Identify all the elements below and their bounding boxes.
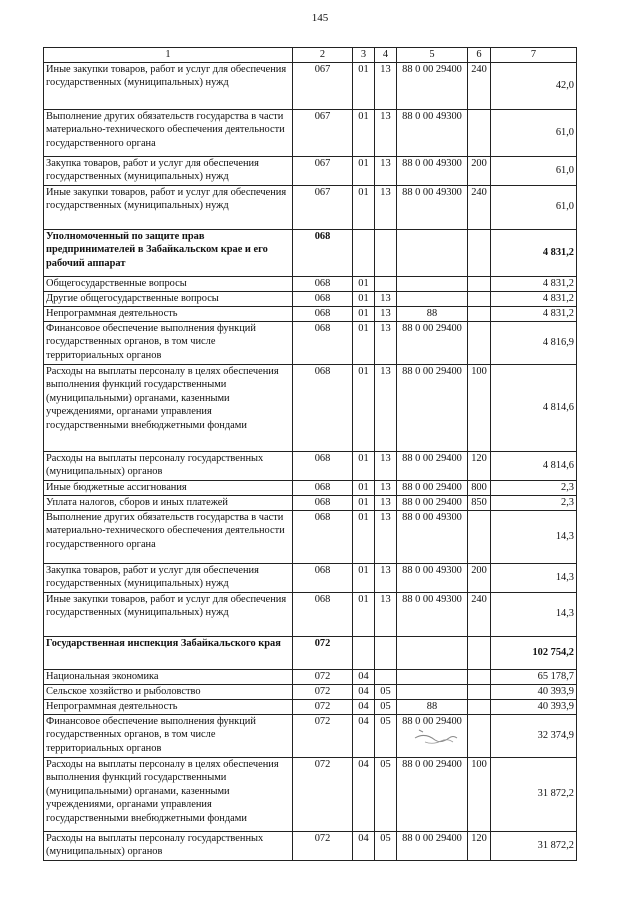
- amount-cell: 14,3: [491, 510, 577, 563]
- code-admin-cell: 072: [293, 699, 353, 714]
- subsection-cell: 05: [375, 684, 397, 699]
- section-cell: 01: [353, 291, 375, 306]
- code-admin-cell: 072: [293, 831, 353, 860]
- subsection-cell: [375, 276, 397, 291]
- subsection-cell: 13: [375, 563, 397, 592]
- subsection-cell: 05: [375, 757, 397, 831]
- budget-table: [43, 47, 577, 861]
- amount-cell: 61,0: [491, 185, 577, 229]
- subsection-cell: [375, 636, 397, 669]
- subsection-cell: 05: [375, 831, 397, 860]
- table-row: [44, 495, 577, 510]
- row-name-cell: Закупка товаров, работ и услуг для обеспечения государственных (муниципальных) нужд: [44, 563, 293, 592]
- expense-type-cell: [468, 276, 491, 291]
- table-row: [44, 592, 577, 636]
- subsection-cell: 13: [375, 156, 397, 185]
- section-cell: [353, 636, 375, 669]
- amount-cell: 4 831,2: [491, 291, 577, 306]
- table-row: [44, 451, 577, 480]
- amount-cell: 31 872,2: [491, 831, 577, 860]
- target-article-cell: 88 0 00 29400: [397, 364, 468, 451]
- target-article-cell: [397, 669, 468, 684]
- header-col-6: 6: [468, 48, 491, 63]
- code-admin-cell: 067: [293, 156, 353, 185]
- section-cell: 01: [353, 321, 375, 364]
- subsection-cell: 13: [375, 480, 397, 495]
- table-row: [44, 669, 577, 684]
- code-admin-cell: 068: [293, 510, 353, 563]
- code-admin-cell: 068: [293, 563, 353, 592]
- section-cell: 01: [353, 109, 375, 156]
- row-name-cell: Расходы на выплаты персоналу в целях обеспечения выполнения функций государственными (муниципальными) органами, казенными учреждениями, органами управления государственными внебюджетными фондами: [44, 364, 293, 451]
- expense-type-cell: [468, 229, 491, 276]
- table-row: [44, 291, 577, 306]
- amount-cell: 2,3: [491, 495, 577, 510]
- target-article-cell: [397, 276, 468, 291]
- header-col-5: 5: [397, 48, 468, 63]
- expense-type-cell: 240: [468, 592, 491, 636]
- subsection-cell: 05: [375, 699, 397, 714]
- subsection-cell: [375, 669, 397, 684]
- header-col-2: 2: [293, 48, 353, 63]
- amount-cell: 14,3: [491, 592, 577, 636]
- section-cell: 04: [353, 684, 375, 699]
- row-name-cell: Уполномоченный по защите прав предпринимателей в Забайкальском крае и его рабочий аппарат: [44, 229, 293, 276]
- code-admin-cell: 072: [293, 636, 353, 669]
- amount-cell: 61,0: [491, 156, 577, 185]
- target-article-cell: 88 0 00 49300: [397, 563, 468, 592]
- target-article-cell: 88 0 00 49300: [397, 156, 468, 185]
- code-admin-cell: 067: [293, 185, 353, 229]
- section-cell: [353, 229, 375, 276]
- amount-cell: 40 393,9: [491, 699, 577, 714]
- expense-type-cell: [468, 699, 491, 714]
- target-article-cell: [397, 684, 468, 699]
- amount-cell: 4 831,2: [491, 276, 577, 291]
- section-cell: 01: [353, 156, 375, 185]
- target-article-cell: 88 0 00 29400: [397, 480, 468, 495]
- target-article-cell: 88 0 00 29400: [397, 321, 468, 364]
- row-name-cell: Непрограммная деятельность: [44, 699, 293, 714]
- amount-cell: 4 816,9: [491, 321, 577, 364]
- row-name-cell: Выполнение других обязательств государства в части материально-технического обеспечения деятельности государственного органа: [44, 109, 293, 156]
- section-cell: 01: [353, 185, 375, 229]
- row-name-cell: Сельское хозяйство и рыболовство: [44, 684, 293, 699]
- subsection-cell: 13: [375, 364, 397, 451]
- page-number: 145: [311, 12, 329, 24]
- table-row: [44, 364, 577, 451]
- code-admin-cell: 068: [293, 480, 353, 495]
- expense-type-cell: 200: [468, 156, 491, 185]
- row-name-cell: Национальная экономика: [44, 669, 293, 684]
- code-admin-cell: 072: [293, 669, 353, 684]
- expense-type-cell: 120: [468, 451, 491, 480]
- amount-cell: 14,3: [491, 563, 577, 592]
- amount-cell: 102 754,2: [491, 636, 577, 669]
- expense-type-cell: [468, 306, 491, 321]
- subsection-cell: 13: [375, 510, 397, 563]
- amount-cell: 4 814,6: [491, 364, 577, 451]
- section-cell: 04: [353, 831, 375, 860]
- target-article-cell: 88 0 00 29400: [397, 62, 468, 109]
- table-row: [44, 563, 577, 592]
- amount-cell: 42,0: [491, 62, 577, 109]
- code-admin-cell: 068: [293, 291, 353, 306]
- table-row: [44, 321, 577, 364]
- code-admin-cell: 068: [293, 306, 353, 321]
- amount-cell: 4 831,2: [491, 306, 577, 321]
- row-name-cell: Непрограммная деятельность: [44, 306, 293, 321]
- table-row: [44, 306, 577, 321]
- section-cell: 01: [353, 563, 375, 592]
- expense-type-cell: 240: [468, 62, 491, 109]
- code-admin-cell: 072: [293, 757, 353, 831]
- expense-type-cell: 200: [468, 563, 491, 592]
- target-article-cell: [397, 291, 468, 306]
- subsection-cell: 13: [375, 306, 397, 321]
- row-name-cell: Другие общегосударственные вопросы: [44, 291, 293, 306]
- amount-cell: 2,3: [491, 480, 577, 495]
- row-name-cell: Расходы на выплаты персоналу государственных (муниципальных) органов: [44, 831, 293, 860]
- code-admin-cell: 068: [293, 592, 353, 636]
- table-row: [44, 229, 577, 276]
- section-cell: 01: [353, 276, 375, 291]
- subsection-cell: 13: [375, 109, 397, 156]
- subsection-cell: 13: [375, 62, 397, 109]
- expense-type-cell: [468, 109, 491, 156]
- target-article-cell: 88 0 00 29400: [397, 495, 468, 510]
- table-row: [44, 62, 577, 109]
- code-admin-cell: 067: [293, 109, 353, 156]
- row-name-cell: Иные закупки товаров, работ и услуг для обеспечения государственных (муниципальных) нужд: [44, 592, 293, 636]
- section-cell: 04: [353, 714, 375, 757]
- expense-type-cell: 240: [468, 185, 491, 229]
- subsection-cell: [375, 229, 397, 276]
- target-article-cell: 88: [397, 699, 468, 714]
- target-article-cell: [397, 636, 468, 669]
- table-header-row: [44, 48, 577, 63]
- section-cell: 01: [353, 495, 375, 510]
- target-article-cell: 88 0 00 29400: [397, 714, 468, 757]
- code-admin-cell: 068: [293, 495, 353, 510]
- expense-type-cell: [468, 291, 491, 306]
- table-row: [44, 684, 577, 699]
- section-cell: 01: [353, 62, 375, 109]
- code-admin-cell: 068: [293, 364, 353, 451]
- code-admin-cell: 068: [293, 276, 353, 291]
- code-admin-cell: 072: [293, 714, 353, 757]
- subsection-cell: 05: [375, 714, 397, 757]
- section-cell: 04: [353, 699, 375, 714]
- target-article-cell: 88 0 00 29400: [397, 451, 468, 480]
- expense-type-cell: [468, 321, 491, 364]
- table-row: [44, 480, 577, 495]
- table-row: [44, 831, 577, 860]
- code-admin-cell: 072: [293, 684, 353, 699]
- header-col-4: 4: [375, 48, 397, 63]
- target-article-cell: 88 0 00 29400: [397, 831, 468, 860]
- expense-type-cell: [468, 669, 491, 684]
- target-article-cell: 88 0 00 49300: [397, 592, 468, 636]
- header-col-7: 7: [491, 48, 577, 63]
- amount-cell: 61,0: [491, 109, 577, 156]
- table-row: [44, 185, 577, 229]
- table-row: [44, 156, 577, 185]
- row-name-cell: Уплата налогов, сборов и иных платежей: [44, 495, 293, 510]
- section-cell: 01: [353, 592, 375, 636]
- section-cell: 01: [353, 306, 375, 321]
- row-name-cell: Расходы на выплаты персоналу в целях обеспечения выполнения функций государственными (муниципальными) органами, казенными учреждениями, органами управления государственными внебюджетными фондами: [44, 757, 293, 831]
- subsection-cell: 13: [375, 451, 397, 480]
- row-name-cell: Иные бюджетные ассигнования: [44, 480, 293, 495]
- row-name-cell: Выполнение других обязательств государства в части материально-технического обеспечения деятельности государственного органа: [44, 510, 293, 563]
- table-row: [44, 510, 577, 563]
- expense-type-cell: 100: [468, 364, 491, 451]
- table-row: [44, 636, 577, 669]
- row-name-cell: Закупка товаров, работ и услуг для обеспечения государственных (муниципальных) нужд: [44, 156, 293, 185]
- expense-type-cell: [468, 684, 491, 699]
- table-row: [44, 699, 577, 714]
- expense-type-cell: [468, 510, 491, 563]
- amount-cell: 4 831,2: [491, 229, 577, 276]
- section-cell: 01: [353, 451, 375, 480]
- row-name-cell: Финансовое обеспечение выполнения функций государственных органов, в том числе территориальных органов: [44, 321, 293, 364]
- section-cell: 04: [353, 669, 375, 684]
- amount-cell: 40 393,9: [491, 684, 577, 699]
- section-cell: 01: [353, 364, 375, 451]
- table-row: [44, 109, 577, 156]
- section-cell: 01: [353, 480, 375, 495]
- code-admin-cell: 068: [293, 321, 353, 364]
- target-article-cell: 88 0 00 49300: [397, 510, 468, 563]
- row-name-cell: Государственная инспекция Забайкальского края: [44, 636, 293, 669]
- expense-type-cell: 100: [468, 757, 491, 831]
- header-col-3: 3: [353, 48, 375, 63]
- row-name-cell: Иные закупки товаров, работ и услуг для обеспечения государственных (муниципальных) нужд: [44, 62, 293, 109]
- subsection-cell: 13: [375, 495, 397, 510]
- target-article-cell: 88 0 00 29400: [397, 757, 468, 831]
- subsection-cell: 13: [375, 291, 397, 306]
- subsection-cell: 13: [375, 321, 397, 364]
- row-name-cell: Расходы на выплаты персоналу государственных (муниципальных) органов: [44, 451, 293, 480]
- expense-type-cell: [468, 636, 491, 669]
- section-cell: 04: [353, 757, 375, 831]
- row-name-cell: Иные закупки товаров, работ и услуг для обеспечения государственных (муниципальных) нужд: [44, 185, 293, 229]
- expense-type-cell: 800: [468, 480, 491, 495]
- table-row: [44, 757, 577, 831]
- amount-cell: 31 872,2: [491, 757, 577, 831]
- target-article-cell: 88: [397, 306, 468, 321]
- target-article-cell: [397, 229, 468, 276]
- table-row: [44, 714, 577, 757]
- handwritten-mark: [405, 722, 475, 750]
- expense-type-cell: 120: [468, 831, 491, 860]
- code-admin-cell: 068: [293, 229, 353, 276]
- target-article-cell: 88 0 00 49300: [397, 109, 468, 156]
- code-admin-cell: 067: [293, 62, 353, 109]
- row-name-cell: Финансовое обеспечение выполнения функций государственных органов, в том числе территориальных органов: [44, 714, 293, 757]
- subsection-cell: 13: [375, 592, 397, 636]
- table-row: [44, 276, 577, 291]
- section-cell: 01: [353, 510, 375, 563]
- target-article-cell: 88 0 00 49300: [397, 185, 468, 229]
- amount-cell: 65 178,7: [491, 669, 577, 684]
- subsection-cell: 13: [375, 185, 397, 229]
- header-col-1: 1: [44, 48, 293, 63]
- amount-cell: 4 814,6: [491, 451, 577, 480]
- code-admin-cell: 068: [293, 451, 353, 480]
- expense-type-cell: 850: [468, 495, 491, 510]
- amount-cell: 32 374,9: [491, 714, 577, 757]
- row-name-cell: Общегосударственные вопросы: [44, 276, 293, 291]
